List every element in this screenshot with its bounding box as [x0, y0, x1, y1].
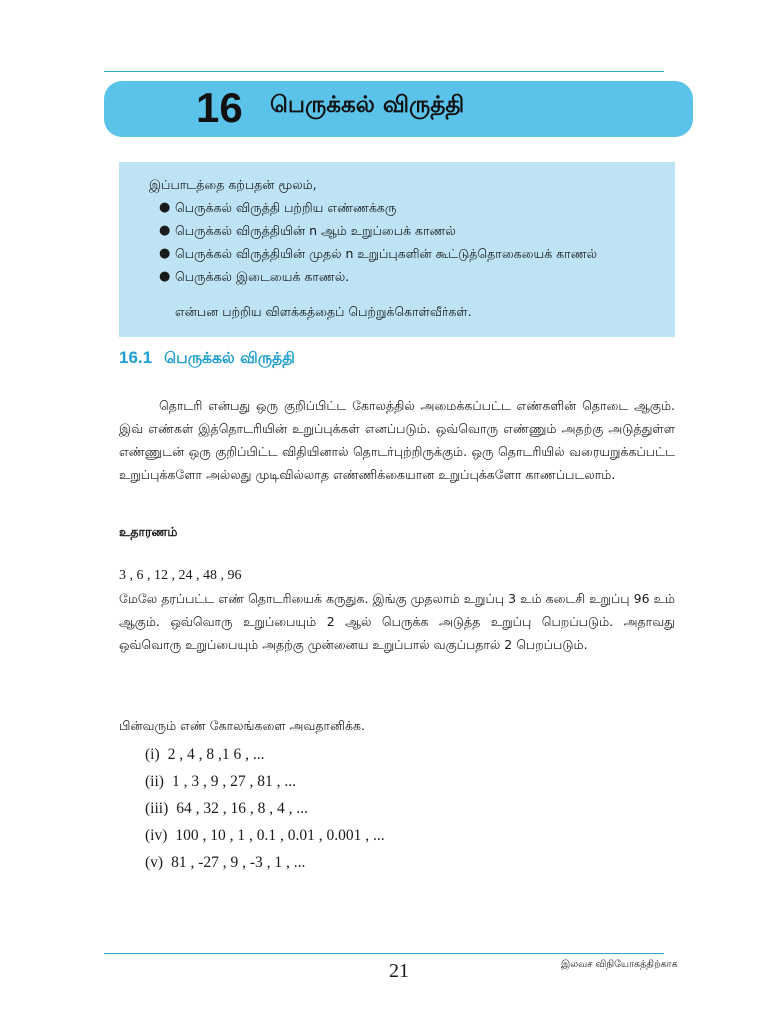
bullet-icon: ● — [159, 269, 171, 284]
objectives-list — [157, 196, 673, 288]
bullet-icon: ● — [159, 246, 171, 261]
bottom-rule — [104, 953, 664, 954]
pattern-item: (iv) 100 , 10 , 1 , 0.1 , 0.01 , 0.001 , ... — [145, 827, 385, 844]
objective-item: ● பெருக்கல் விருத்தி பற்றிய எண்ணக்கரு — [157, 196, 673, 219]
chapter-banner — [104, 81, 693, 137]
objectives-outro: என்பன பற்றிய விளக்கத்தைப் பெற்றுக்கொள்வீர்கள். — [175, 304, 472, 319]
chapter-number: 16 — [196, 84, 243, 131]
pattern-item: (ii) 1 , 3 , 9 , 27 , 81 , ... — [145, 773, 296, 790]
learning-objectives-box — [119, 162, 675, 337]
patterns-list — [145, 741, 385, 876]
bullet-icon: ● — [159, 200, 171, 215]
section-title: பெருக்கல் விருத்தி — [164, 349, 295, 367]
objectives-intro: இப்பாடத்தை கற்பதன் மூலம், — [149, 177, 317, 192]
pattern-item: (i) 2 , 4 , 8 ,1 6 , ... — [145, 746, 265, 763]
objective-item: ● பெருக்கல் விருத்தியின் முதல் n உறுப்புகளின் கூட்டுத்தொகையைக் காணல் — [157, 242, 673, 265]
objective-item: ● பெருக்கல் இடையைக் காணல். — [157, 265, 673, 288]
page-number: 21 — [389, 960, 409, 982]
example-heading: உதாரணம் — [119, 524, 178, 539]
pattern-item: (v) 81 , -27 , 9 , -3 , 1 , ... — [145, 854, 306, 871]
intro-paragraph: தொடரி என்பது ஒரு குறிப்பிட்ட கோலத்தில் அமைக்கப்பட்ட எண்களின் தொடை ஆகும். இவ் எண்கள் இத்தொடரியின் உறுப்புக்கள் எனப்படும். ஒவ்வொரு எண்ணும் அதற்கு அடுத்துள்ள எண்ணுடன் ஒரு குறிப்பிட்ட விதியினால் தொடர்புற்றிருக்கும். ஒரு தொடரியில் வரையறுக்கப்பட்ட உறுப்புக்களோ அல்லது முடிவில்லாத எண்ணிக்கையான உறுப்புக்களோ காணப்படலாம். — [119, 398, 675, 482]
bullet-icon: ● — [159, 223, 171, 238]
example-paragraph: மேலே தரப்பட்ட எண் தொடரியைக் கருதுக. இங்கு முதலாம் உறுப்பு 3 உம் கடைசி உறுப்பு 96 உம் ஆகும். ஒவ்வொரு உறுப்பையும் 2 ஆல் பெருக்க அடுத்த உறுப்பு பெறப்படும். அதாவது ஒவ்வொரு உறுப்பையும் அதற்கு முன்னைய உறுப்பால் வகுப்பதால் 2 பெறப்படும். — [119, 591, 675, 652]
section-heading — [119, 348, 295, 369]
top-rule — [104, 71, 664, 72]
patterns-intro: பின்வரும் எண் கோலங்களை அவதானிக்க. — [119, 718, 365, 733]
pattern-item: (iii) 64 , 32 , 16 , 8 , 4 , ... — [145, 800, 308, 817]
objective-item: ● பெருக்கல் விருத்தியின் n ஆம் உறுப்பைக் காணல் — [157, 219, 673, 242]
chapter-title: பெருக்கல் விருத்தி — [270, 92, 465, 118]
footer-note: இலவச விநியோகத்திற்காக — [561, 959, 678, 970]
example-sequence: 3 , 6 , 12 , 24 , 48 , 96 — [119, 568, 242, 583]
section-number: 16.1 — [119, 348, 153, 367]
